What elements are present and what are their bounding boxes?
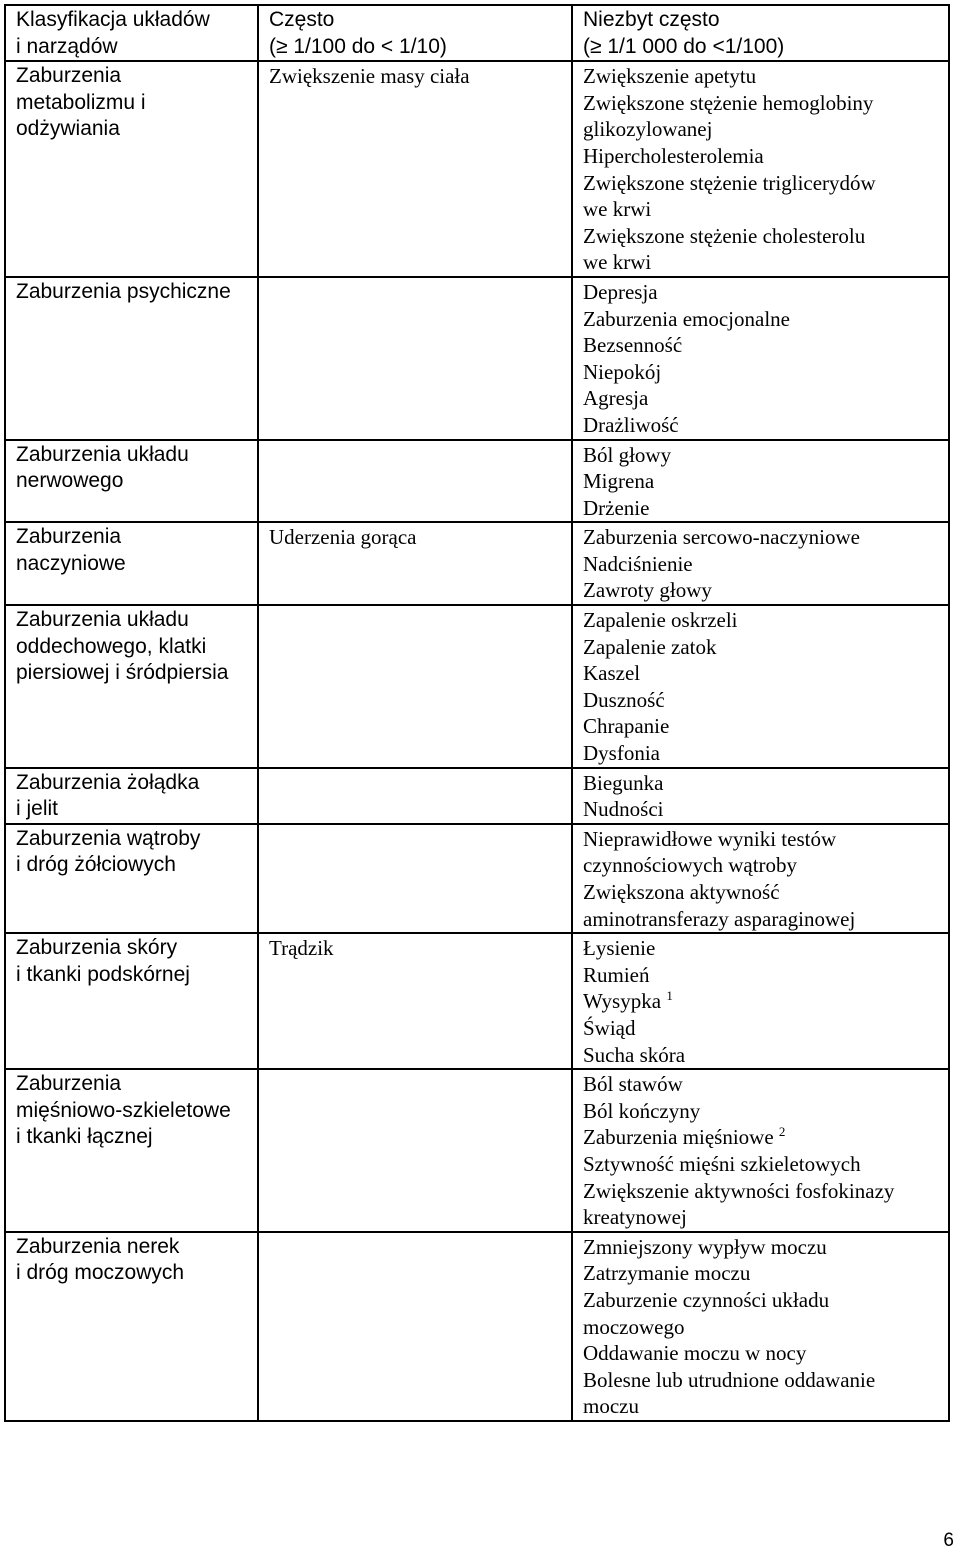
footnote-marker: 2 bbox=[778, 1124, 786, 1140]
reaction-text: Sztywność mięśni szkieletowych bbox=[583, 1151, 861, 1176]
reaction-line bbox=[16, 1071, 247, 1098]
reaction-line bbox=[583, 468, 938, 495]
reaction-text: Zaburzenia bbox=[16, 64, 122, 88]
reaction-text: naczyniowe bbox=[16, 551, 126, 575]
reaction-line bbox=[583, 551, 938, 578]
reaction-line bbox=[583, 332, 938, 359]
reaction-line bbox=[16, 607, 247, 634]
table-body bbox=[5, 5, 949, 1421]
reaction-line bbox=[583, 660, 938, 687]
common-reactions-cell bbox=[258, 1232, 572, 1421]
reaction-text: we krwi bbox=[583, 250, 652, 275]
reaction-line bbox=[583, 223, 938, 250]
reaction-text: Zaburzenia sercowo-naczyniowe bbox=[583, 525, 860, 550]
header-line: i narządów bbox=[16, 34, 118, 58]
table-row bbox=[5, 522, 949, 605]
reaction-line bbox=[269, 524, 561, 551]
reaction-text: kreatynowej bbox=[583, 1205, 687, 1230]
reaction-line bbox=[583, 1340, 938, 1367]
reaction-text: Zaburzenia układu bbox=[16, 608, 189, 632]
reaction-text: Kaszel bbox=[583, 661, 641, 686]
adverse-reactions-table bbox=[4, 4, 950, 1422]
reaction-line bbox=[583, 1124, 938, 1151]
reaction-line bbox=[16, 770, 247, 797]
reaction-line bbox=[16, 524, 247, 551]
reaction-text: Zaburzenia skóry bbox=[16, 936, 178, 960]
reaction-text: Zwiększenie masy ciała bbox=[269, 64, 470, 89]
reaction-text: Wysypka bbox=[583, 989, 662, 1014]
reaction-text: aminotransferazy asparaginowej bbox=[583, 906, 856, 931]
reaction-text: Nadciśnienie bbox=[583, 551, 693, 576]
table-row bbox=[5, 933, 949, 1069]
reaction-line bbox=[583, 740, 938, 767]
reaction-line bbox=[16, 442, 247, 469]
uncommon-reactions-cell bbox=[572, 605, 949, 768]
reaction-text: Zawroty głowy bbox=[583, 578, 712, 603]
organ-class-cell bbox=[5, 768, 258, 824]
reaction-text: nerwowego bbox=[16, 469, 124, 493]
reaction-line bbox=[583, 1042, 938, 1069]
table-header-row bbox=[5, 5, 949, 61]
header-uncommon bbox=[572, 5, 949, 61]
reaction-text: Zaburzenia psychiczne bbox=[16, 279, 231, 303]
reaction-text: Zaburzenia bbox=[16, 1072, 122, 1096]
reaction-text: Chrapanie bbox=[583, 714, 670, 739]
reaction-line bbox=[583, 796, 938, 823]
reaction-line bbox=[16, 796, 247, 823]
table-row bbox=[5, 1069, 949, 1232]
reaction-text: Łysienie bbox=[583, 936, 656, 961]
organ-class-cell bbox=[5, 605, 258, 768]
uncommon-reactions-cell bbox=[572, 440, 949, 523]
uncommon-reactions-cell bbox=[572, 1069, 949, 1232]
common-reactions-cell bbox=[258, 522, 572, 605]
reaction-line bbox=[583, 1151, 938, 1178]
uncommon-reactions-cell bbox=[572, 522, 949, 605]
reaction-line bbox=[583, 935, 938, 962]
reaction-line bbox=[583, 196, 938, 223]
reaction-line bbox=[16, 1260, 247, 1287]
reaction-line bbox=[583, 1367, 938, 1394]
reaction-text: Zwiększenie apetytu bbox=[583, 64, 757, 89]
reaction-text: Zwiększone stężenie hemoglobiny bbox=[583, 90, 874, 115]
table-row bbox=[5, 1232, 949, 1421]
reaction-text: Nudności bbox=[583, 797, 664, 822]
table-row bbox=[5, 61, 949, 277]
header-common bbox=[258, 5, 572, 61]
common-reactions-cell bbox=[258, 277, 572, 440]
reaction-line bbox=[583, 1260, 938, 1287]
reaction-line bbox=[583, 852, 938, 879]
reaction-text: i dróg moczowych bbox=[16, 1261, 185, 1285]
reaction-text: Ból kończyny bbox=[583, 1098, 701, 1123]
reaction-text: Depresja bbox=[583, 279, 658, 304]
reaction-text: Zaburzenie czynności układu bbox=[583, 1287, 830, 1312]
header-line: Często bbox=[269, 8, 335, 31]
table-row bbox=[5, 440, 949, 523]
reaction-line bbox=[583, 1071, 938, 1098]
reaction-text: Zapalenie zatok bbox=[583, 634, 717, 659]
reaction-text: Zwiększone stężenie triglicerydów bbox=[583, 170, 876, 195]
reaction-text: glikozylowanej bbox=[583, 117, 713, 142]
reaction-text: odżywiania bbox=[16, 117, 120, 141]
reaction-text: Drżenie bbox=[583, 495, 650, 520]
reaction-line bbox=[583, 63, 938, 90]
organ-class-cell bbox=[5, 277, 258, 440]
reaction-line bbox=[16, 116, 247, 143]
reaction-text: Zwiększenie aktywności fosfokinazy bbox=[583, 1178, 895, 1203]
reaction-text: Świąd bbox=[583, 1015, 636, 1040]
reaction-line bbox=[583, 279, 938, 306]
uncommon-reactions-cell bbox=[572, 1232, 949, 1421]
reaction-line bbox=[583, 143, 938, 170]
reaction-text: we krwi bbox=[583, 197, 652, 222]
common-reactions-cell bbox=[258, 824, 572, 933]
reaction-text: Oddawanie moczu w nocy bbox=[583, 1341, 807, 1366]
reaction-line bbox=[583, 826, 938, 853]
header-line: Niezbyt często bbox=[583, 8, 720, 31]
reaction-line bbox=[583, 713, 938, 740]
organ-class-cell bbox=[5, 933, 258, 1069]
reaction-text: Zapalenie oskrzeli bbox=[583, 608, 738, 633]
reaction-text: Nieprawidłowe wyniki testów bbox=[583, 826, 837, 851]
common-reactions-cell bbox=[258, 440, 572, 523]
reaction-text: Uderzenia gorąca bbox=[269, 525, 417, 550]
reaction-text: Niepokój bbox=[583, 359, 662, 384]
reaction-line bbox=[583, 1393, 938, 1420]
reaction-line bbox=[16, 935, 247, 962]
reaction-text: metabolizmu i bbox=[16, 90, 146, 114]
organ-class-cell bbox=[5, 61, 258, 277]
reaction-text: Rumień bbox=[583, 962, 650, 987]
organ-class-cell bbox=[5, 1232, 258, 1421]
reaction-line bbox=[583, 1287, 938, 1314]
reaction-text: i tkanki łącznej bbox=[16, 1125, 153, 1149]
reaction-line bbox=[16, 852, 247, 879]
reaction-line bbox=[583, 306, 938, 333]
reaction-line bbox=[583, 1178, 938, 1205]
reaction-line bbox=[583, 879, 938, 906]
reaction-line bbox=[583, 1015, 938, 1042]
reaction-line bbox=[16, 468, 247, 495]
reaction-line bbox=[16, 1124, 247, 1151]
reaction-text: Ból stawów bbox=[583, 1072, 683, 1097]
reaction-line bbox=[583, 1204, 938, 1231]
reaction-line bbox=[583, 442, 938, 469]
organ-class-cell bbox=[5, 522, 258, 605]
table-row bbox=[5, 824, 949, 933]
reaction-text: piersiowej i śródpiersia bbox=[16, 661, 229, 685]
reaction-text: moczu bbox=[583, 1394, 639, 1419]
reaction-line bbox=[16, 660, 247, 687]
reaction-line bbox=[269, 63, 561, 90]
organ-class-cell bbox=[5, 824, 258, 933]
reaction-line bbox=[583, 1314, 938, 1341]
reaction-text: Zaburzenia żołądka bbox=[16, 770, 200, 794]
reaction-text: Bezsenność bbox=[583, 333, 683, 358]
reaction-line bbox=[16, 1098, 247, 1125]
header-line: (≥ 1/1 000 do <1/100) bbox=[583, 34, 785, 58]
reaction-line bbox=[583, 687, 938, 714]
reaction-line bbox=[583, 770, 938, 797]
reaction-text: i dróg żółciowych bbox=[16, 853, 176, 877]
reaction-line bbox=[583, 90, 938, 117]
reaction-text: i tkanki podskórnej bbox=[16, 962, 190, 986]
reaction-line bbox=[583, 249, 938, 276]
reaction-text: Zaburzenia mięśniowe bbox=[583, 1125, 774, 1150]
common-reactions-cell bbox=[258, 1069, 572, 1232]
reaction-line bbox=[583, 495, 938, 522]
reaction-text: Zaburzenia wątroby bbox=[16, 826, 201, 850]
uncommon-reactions-cell bbox=[572, 933, 949, 1069]
common-reactions-cell bbox=[258, 768, 572, 824]
reaction-line bbox=[269, 935, 561, 962]
uncommon-reactions-cell bbox=[572, 61, 949, 277]
reaction-text: Dysfonia bbox=[583, 741, 660, 766]
reaction-text: Zaburzenia układu bbox=[16, 442, 189, 466]
reaction-line bbox=[16, 551, 247, 578]
reaction-text: Zaburzenia emocjonalne bbox=[583, 306, 790, 331]
reaction-text: czynnościowych wątroby bbox=[583, 853, 798, 878]
common-reactions-cell bbox=[258, 61, 572, 277]
reaction-text: Bolesne lub utrudnione oddawanie bbox=[583, 1367, 876, 1392]
reaction-line bbox=[16, 279, 247, 306]
reaction-text: Zaburzenia nerek bbox=[16, 1234, 180, 1258]
reaction-line bbox=[583, 962, 938, 989]
reaction-text: Trądzik bbox=[269, 936, 334, 961]
reaction-line bbox=[583, 1098, 938, 1125]
reaction-line bbox=[16, 1234, 247, 1261]
reaction-line bbox=[583, 607, 938, 634]
reaction-line bbox=[16, 826, 247, 853]
reaction-text: i jelit bbox=[16, 797, 59, 821]
reaction-line bbox=[16, 90, 247, 117]
uncommon-reactions-cell bbox=[572, 277, 949, 440]
header-line: Klasyfikacja układów bbox=[16, 8, 210, 31]
reaction-text: Zatrzymanie moczu bbox=[583, 1261, 751, 1286]
reaction-text: oddechowego, klatki bbox=[16, 634, 207, 658]
reaction-line bbox=[583, 412, 938, 439]
reaction-text: Zwiększona aktywność bbox=[583, 880, 780, 904]
organ-class-cell bbox=[5, 440, 258, 523]
reaction-text: Drażliwość bbox=[583, 412, 679, 437]
reaction-text: Sucha skóra bbox=[583, 1042, 686, 1067]
reaction-line bbox=[583, 577, 938, 604]
reaction-line bbox=[16, 634, 247, 661]
table-row bbox=[5, 277, 949, 440]
reaction-text: Duszność bbox=[583, 687, 665, 712]
header-classification bbox=[5, 5, 258, 61]
reaction-text: Zwiększone stężenie cholesterolu bbox=[583, 223, 866, 248]
reaction-line bbox=[583, 988, 938, 1015]
uncommon-reactions-cell bbox=[572, 768, 949, 824]
table-row bbox=[5, 768, 949, 824]
reaction-line bbox=[583, 385, 938, 412]
reaction-text: Ból głowy bbox=[583, 442, 672, 467]
reaction-text: mięśniowo-szkieletowe bbox=[16, 1098, 231, 1122]
reaction-text: Zmniejszony wypływ moczu bbox=[583, 1234, 827, 1259]
page-number: 6 bbox=[943, 1530, 954, 1551]
footnote-marker: 1 bbox=[666, 988, 673, 1004]
reaction-line bbox=[583, 634, 938, 661]
reaction-text: Agresja bbox=[583, 386, 649, 411]
reaction-line bbox=[16, 63, 247, 90]
reaction-text: Hipercholesterolemia bbox=[583, 143, 764, 168]
reaction-text: Zaburzenia bbox=[16, 525, 122, 549]
reaction-line bbox=[583, 170, 938, 197]
reaction-line bbox=[583, 116, 938, 143]
reaction-text: moczowego bbox=[583, 1314, 685, 1339]
header-line: (≥ 1/100 do < 1/10) bbox=[269, 34, 447, 58]
reaction-line bbox=[583, 524, 938, 551]
table-row bbox=[5, 605, 949, 768]
common-reactions-cell bbox=[258, 933, 572, 1069]
reaction-text: Biegunka bbox=[583, 770, 664, 795]
reaction-line bbox=[583, 1234, 938, 1261]
reaction-line bbox=[16, 962, 247, 989]
reaction-text: Migrena bbox=[583, 469, 655, 494]
organ-class-cell bbox=[5, 1069, 258, 1232]
reaction-line bbox=[583, 359, 938, 386]
reaction-line bbox=[583, 906, 938, 933]
common-reactions-cell bbox=[258, 605, 572, 768]
uncommon-reactions-cell bbox=[572, 824, 949, 933]
